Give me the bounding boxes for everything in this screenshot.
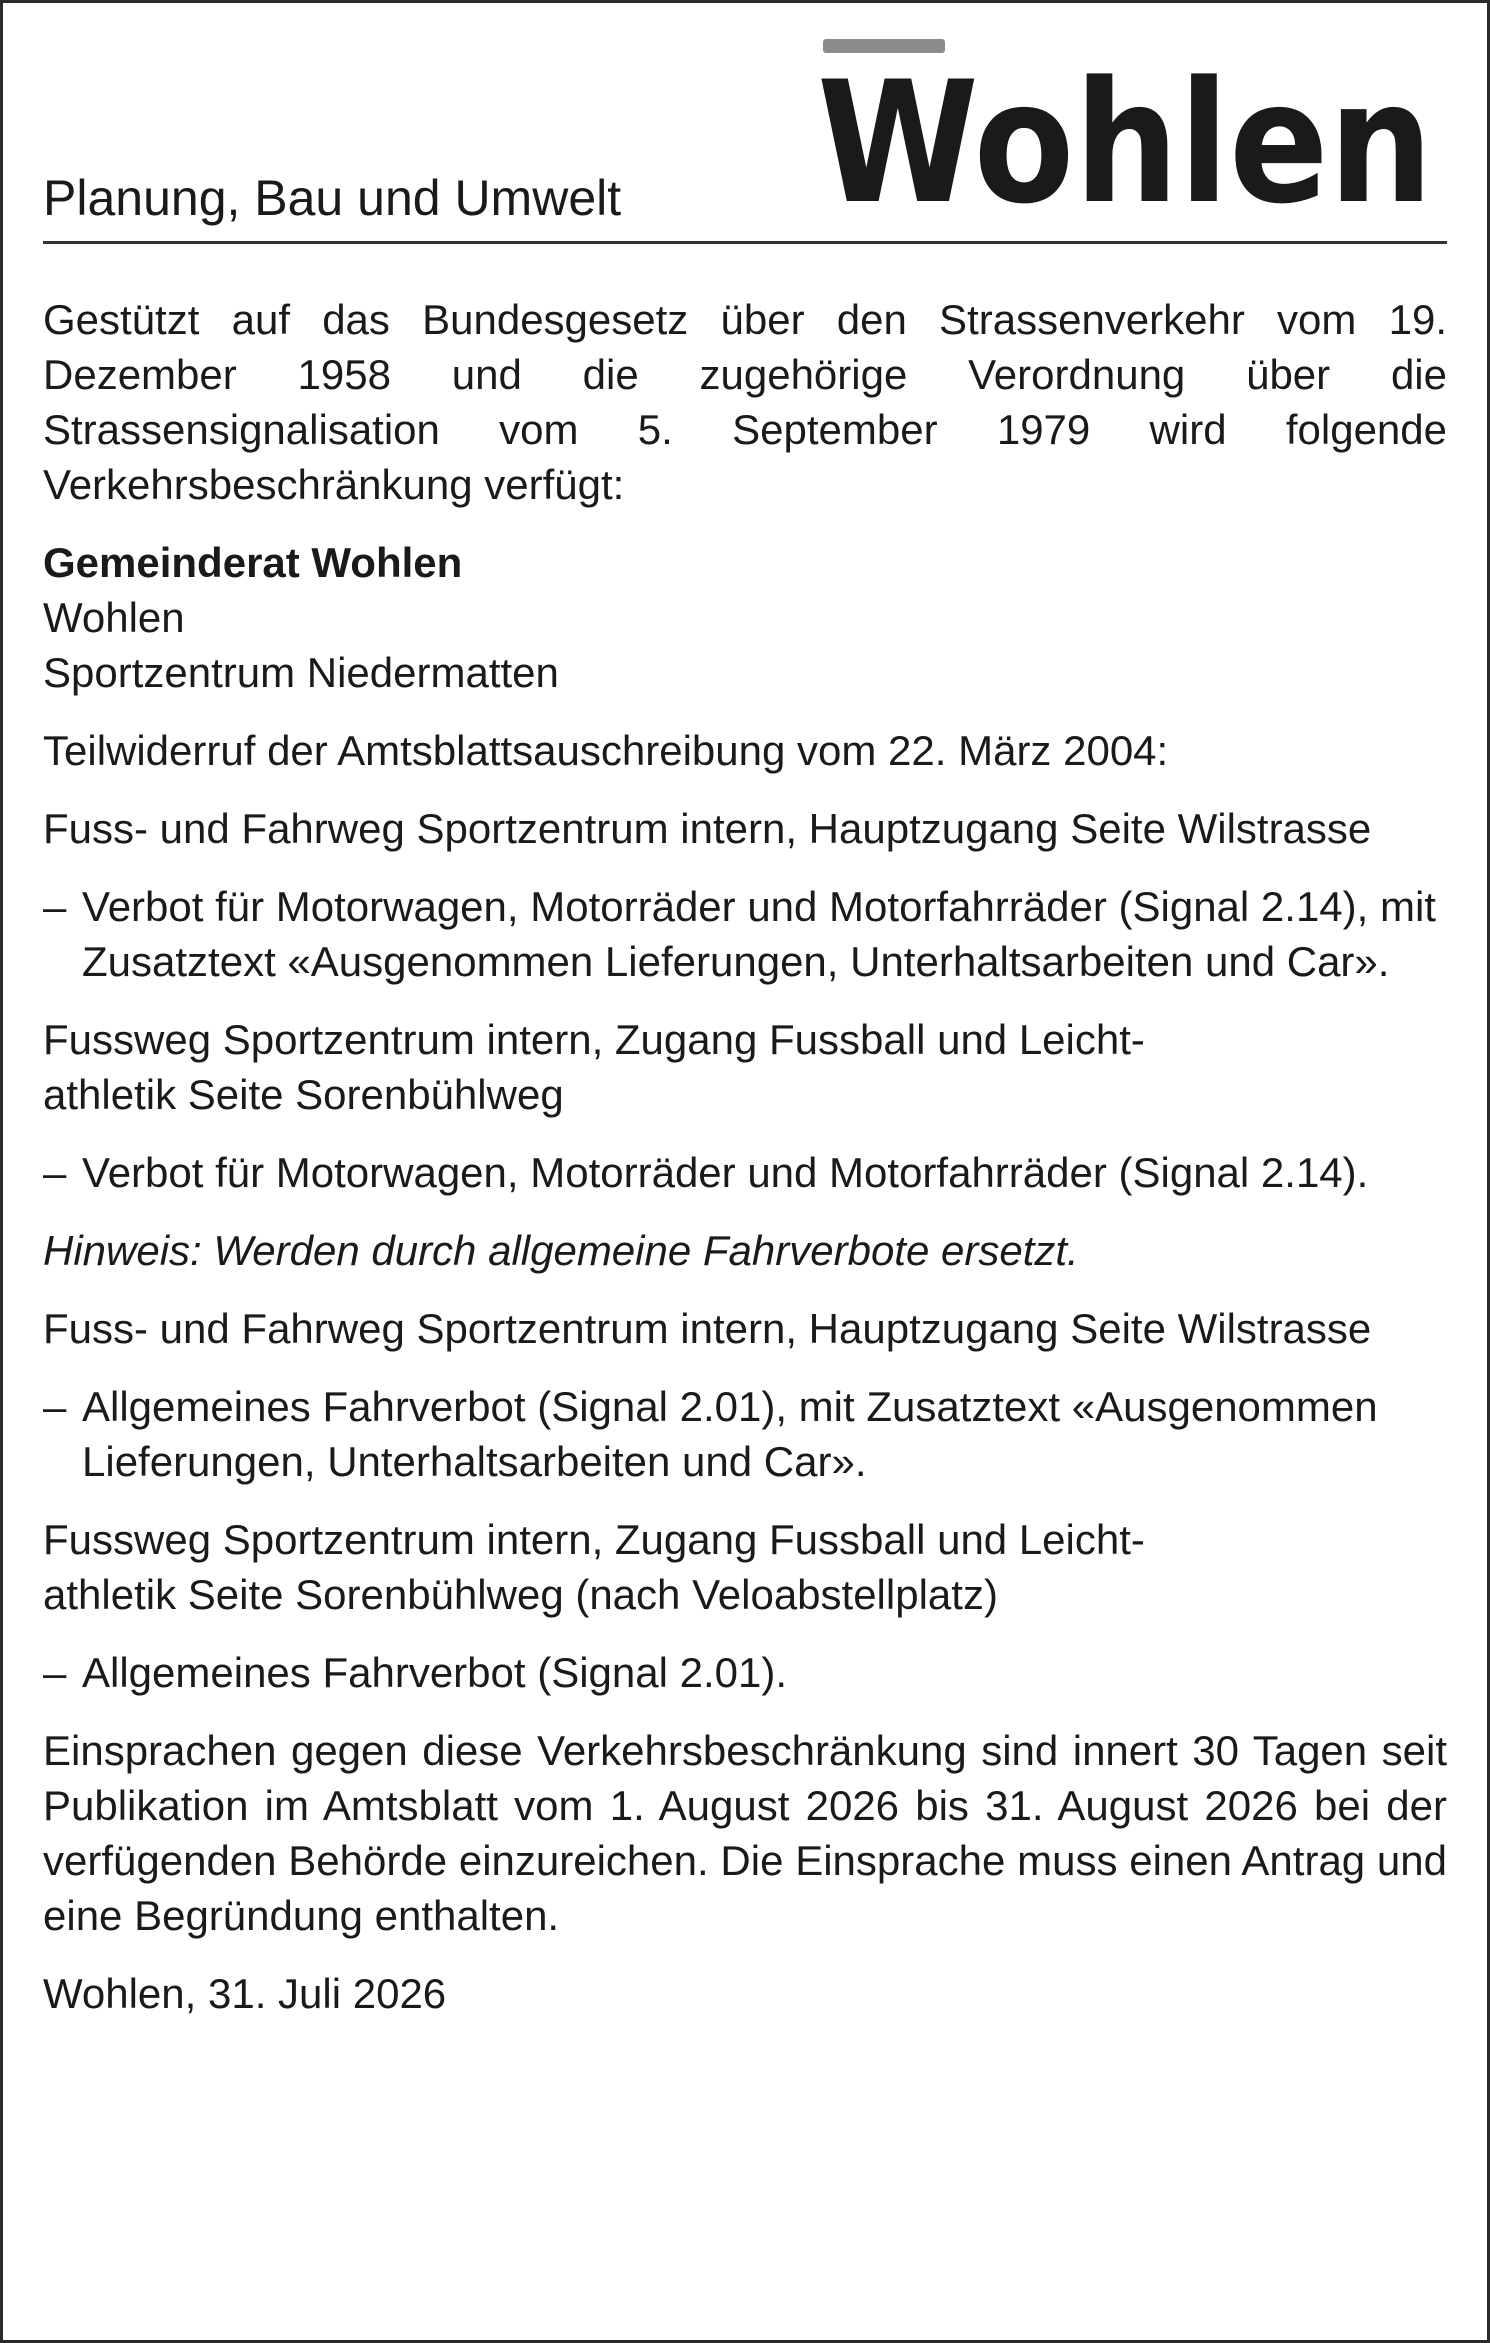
section4-dash: – (43, 1649, 67, 1696)
department-title: Planung, Bau und Umwelt (43, 170, 622, 226)
section4-item (43, 1645, 1447, 1700)
section2-item-text: Verbot für Motorwagen, Motorräder und Motorfahrräder (Signal 2.14). (82, 1149, 1369, 1196)
wohlen-logo (817, 39, 1437, 241)
section2-heading-line1: Fussweg Sportzentrum intern, Zugang Fussball und Leicht- (43, 1016, 1145, 1063)
section2-item (43, 1145, 1447, 1200)
authority-place: Wohlen (43, 594, 185, 641)
section4-item-text: Allgemeines Fahrverbot (Signal 2.01). (82, 1649, 788, 1696)
section3-dash: – (43, 1383, 67, 1430)
section3-item-text: Allgemeines Fahrverbot (Signal 2.01), mit Zusatztext «Ausgenommen Lieferungen, Unterhaltsarbeiten und Car». (82, 1383, 1378, 1485)
section1-item (43, 879, 1447, 989)
section2-dash: – (43, 1149, 67, 1196)
notice-header (43, 3, 1447, 244)
section1-heading: Fuss- und Fahrweg Sportzentrum intern, Hauptzugang Seite Wilstrasse (43, 805, 1372, 852)
section3-item (43, 1379, 1447, 1489)
intro-paragraph: Gestützt auf das Bundesgesetz über den Strassenverkehr vom 19. Dezember 1958 und die zugehörige Verordnung über die Strassensignalisation vom 5. September 1979 wird folgende Verkehrsbeschränkung verfügt: (43, 296, 1447, 508)
section4-heading-line1: Fussweg Sportzentrum intern, Zugang Fussball und Leicht- (43, 1516, 1145, 1563)
section4-heading (43, 1512, 1447, 1622)
section2-heading-line2: athletik Seite Sorenbühlweg (43, 1071, 564, 1118)
notice-body (43, 244, 1447, 2021)
section4-heading-line2: athletik Seite Sorenbühlweg (nach Veloabstellplatz) (43, 1571, 998, 1618)
section1-dash: – (43, 883, 67, 930)
authority-location: Sportzentrum Niedermatten (43, 649, 559, 696)
signature-line: Wohlen, 31. Juli 2026 (43, 1970, 447, 2017)
authority-block (43, 535, 1447, 700)
logo-wordmark: Wohlen (817, 45, 1433, 241)
section1-item-text: Verbot für Motorwagen, Motorräder und Motorfahrräder (Signal 2.14), mit Zusatztext «Ausgenommen Lieferungen, Unterhaltsarbeiten und Car». (82, 883, 1436, 985)
section2-heading (43, 1012, 1447, 1122)
note-paragraph: Hinweis: Werden durch allgemeine Fahrverbote ersetzt. (43, 1227, 1079, 1274)
objection-paragraph: Einsprachen gegen diese Verkehrsbeschränkung sind innert 30 Tagen seit Publikation im Amtsblatt vom 1. August 2026 bis 31. August 2026 bei der verfügenden Behörde einzureichen. Die Einsprache muss einen Antrag und eine Begründung enthalten. (43, 1727, 1447, 1939)
authority-name: Gemeinderat Wohlen (43, 539, 463, 586)
partial-revocation: Teilwiderruf der Amtsblattsauschreibung vom 22. März 2004: (43, 727, 1169, 774)
section3-heading: Fuss- und Fahrweg Sportzentrum intern, Hauptzugang Seite Wilstrasse (43, 1305, 1372, 1352)
